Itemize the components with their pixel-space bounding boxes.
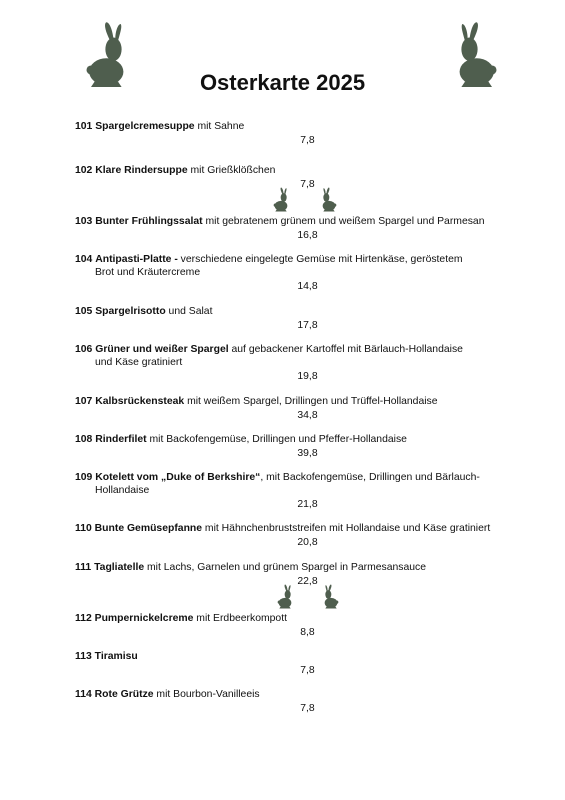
item-number: 102	[75, 165, 93, 176]
item-description: und Salat	[165, 306, 213, 317]
menu-item	[75, 561, 530, 588]
item-name: Rinderfilet	[95, 434, 147, 445]
item-number: 112	[75, 613, 92, 624]
item-price: 34,8	[297, 410, 318, 421]
rabbit-icon	[82, 22, 136, 90]
item-price: 7,8	[300, 665, 315, 676]
item-description-line	[75, 522, 530, 535]
item-description: mit Hähnchenbruststreifen mit Hollandaise und Käse gratiniert	[202, 523, 491, 534]
item-price: 16,8	[297, 230, 318, 241]
menu-item	[75, 253, 530, 293]
item-price: 19,8	[297, 371, 318, 382]
menu-item	[75, 522, 530, 549]
item-description: mit Bourbon-Vanilleeis	[153, 689, 260, 700]
item-description-line	[75, 343, 530, 369]
item-price: 8,8	[300, 627, 315, 638]
menu-item	[75, 395, 530, 422]
item-name: Kalbsrückensteak	[95, 396, 185, 407]
menu-item	[75, 650, 530, 677]
item-number: 106	[75, 344, 93, 355]
item-description-line	[75, 561, 530, 574]
item-name: Rote Grütze	[94, 689, 154, 700]
item-description-line	[75, 253, 530, 279]
menu-item	[75, 471, 530, 511]
item-name: Pumpernickelcreme	[94, 613, 194, 624]
menu-item	[75, 433, 530, 460]
item-number: 101	[75, 121, 93, 132]
menu-item	[75, 120, 530, 147]
item-price: 22,8	[297, 576, 318, 587]
item-name: Grüner und weißer Spargel	[95, 344, 229, 355]
item-description-line	[75, 433, 530, 446]
item-price: 7,8	[300, 135, 315, 146]
item-name: Spargelcremesuppe	[95, 121, 195, 132]
menu-item	[75, 164, 530, 191]
item-description-line	[75, 688, 530, 701]
menu-item	[75, 305, 530, 332]
item-description: mit Backofengemüse, Drillingen und Pfeffer-Hollandaise	[146, 434, 407, 445]
menu-item	[75, 688, 530, 715]
item-description-line	[75, 164, 530, 177]
item-number: 114	[75, 689, 92, 700]
item-price: 14,8	[297, 281, 318, 292]
item-number: 109	[75, 472, 93, 483]
item-number: 103	[75, 216, 93, 227]
menu-item	[75, 343, 530, 383]
item-name: Bunter Frühlingssalat	[95, 216, 203, 227]
item-description: , mit Backofengemüse, Drillingen und Bärlauch-	[260, 472, 480, 483]
item-number: 104	[75, 254, 93, 265]
item-description-line	[75, 471, 530, 497]
item-description-line	[75, 215, 530, 228]
item-description-line	[75, 305, 530, 318]
item-name: Spargelrisotto	[95, 306, 166, 317]
item-description: mit gebratenem grünem und weißem Spargel und Parmesan	[202, 216, 485, 227]
item-price: 7,8	[300, 179, 315, 190]
item-description: mit weißem Spargel, Drillingen und Trüffel-Hollandaise	[184, 396, 438, 407]
item-number: 113	[75, 651, 92, 662]
item-description: mit Sahne	[194, 121, 245, 132]
item-name: Antipasti-Platte -	[95, 254, 178, 265]
item-price: 39,8	[297, 448, 318, 459]
menu-item	[75, 612, 530, 639]
menu-title: Osterkarte 2025	[199, 70, 366, 95]
menu-item	[75, 215, 530, 242]
item-price: 20,8	[297, 537, 318, 548]
item-description-line	[75, 612, 530, 625]
item-description-continuation: und Käse gratiniert	[95, 357, 183, 368]
item-number: 108	[75, 434, 93, 445]
item-number: 111	[75, 562, 92, 573]
item-description: auf gebackener Kartoffel mit Bärlauch-Hollandaise	[228, 344, 463, 355]
item-name: Tiramisu	[94, 651, 138, 662]
item-description-line	[75, 650, 530, 663]
item-number: 105	[75, 306, 93, 317]
item-description: verschiedene eingelegte Gemüse mit Hirtenkäse, geröstetem	[177, 254, 463, 265]
item-description-continuation: Hollandaise	[95, 485, 150, 496]
item-price: 17,8	[297, 320, 318, 331]
item-number: 107	[75, 396, 93, 407]
item-name: Kotelett vom „Duke of Berkshire“	[95, 472, 261, 483]
rabbit-icon	[447, 22, 501, 90]
item-price: 21,8	[297, 499, 318, 510]
item-name: Bunte Gemüsepfanne	[94, 523, 203, 534]
item-description: mit Erdbeerkompott	[193, 613, 287, 624]
item-name: Klare Rindersuppe	[95, 165, 188, 176]
item-name: Tagliatelle	[94, 562, 145, 573]
item-description: mit Grießklößchen	[187, 165, 276, 176]
item-number: 110	[75, 523, 92, 534]
item-description-line	[75, 120, 530, 133]
item-price: 7,8	[300, 703, 315, 714]
item-description-continuation: Brot und Kräutercreme	[95, 267, 201, 278]
item-description-line	[75, 395, 530, 408]
item-description: mit Lachs, Garnelen und grünem Spargel in Parmesansauce	[144, 562, 426, 573]
